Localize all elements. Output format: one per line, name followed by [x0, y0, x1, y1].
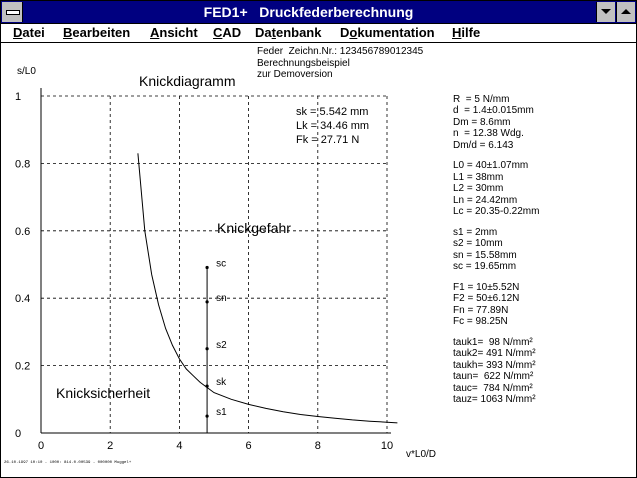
param-line: Dm/d = 6.143	[453, 139, 514, 151]
title-bar[interactable]	[1, 1, 636, 24]
param-line: R = 5 N/mm	[453, 94, 510, 105]
param-line: sn = 15.58mm	[453, 249, 517, 261]
menu-dokumentation[interactable]: Dokumentation	[340, 25, 435, 40]
parameter-list	[453, 94, 539, 405]
point-label-sk: sk	[216, 377, 227, 389]
x-tick-label: 6	[245, 440, 252, 452]
y-tick-label: 0	[15, 428, 22, 440]
minimize-button[interactable]	[596, 2, 615, 22]
param-line: s2 = 10mm	[453, 238, 503, 250]
spring-header	[257, 46, 423, 81]
param-line: n = 12.38 Wdg.	[453, 128, 524, 140]
menu-bearbeiten[interactable]: Bearbeiten	[63, 25, 131, 40]
point-label-sc: sc	[216, 258, 227, 270]
param-line: Ln = 24.42mm	[453, 194, 518, 206]
point-label-s2: s2	[216, 339, 227, 351]
param-line: Fn = 77.89N	[453, 304, 509, 316]
param-line: Lc = 20.35-0.22mm	[453, 206, 540, 218]
system-menu-icon	[6, 10, 20, 15]
triangle-down-icon	[601, 9, 612, 16]
param-line: F2 = 50±6.12N	[453, 293, 520, 305]
region-label-unstable: Knickgefahr	[217, 220, 291, 236]
param-line: L2 = 30mm	[453, 183, 504, 195]
point-sc	[205, 266, 208, 269]
chart-title: Knickdiagramm	[139, 73, 236, 89]
param-line: taun= 622 N/mm²	[453, 371, 534, 383]
y-tick-label: 0.6	[15, 225, 31, 238]
y-tick-label: 0.4	[15, 293, 31, 306]
maximize-button[interactable]	[616, 2, 635, 22]
y-tick-label: 1	[15, 91, 22, 103]
y-tick-label: 0.8	[15, 158, 31, 171]
knick-curve	[138, 153, 398, 423]
param-line: taukh= 393 N/mm²	[453, 359, 536, 371]
footer-info: 26.10.1997 10:10 - 1000: 814.0.00539 - 000000 Muggel+	[4, 461, 132, 465]
demo-version-label: zur Demoversion	[257, 69, 333, 80]
menu-datenbank[interactable]: Datenbank	[255, 25, 322, 40]
triangle-up-icon	[621, 9, 632, 16]
y-axis-label: s/L0	[17, 66, 36, 77]
x-tick-label: 8	[314, 440, 321, 452]
client-area	[1, 43, 636, 477]
param-line: tauz= 1063 N/mm²	[453, 393, 536, 405]
menu-ansicht[interactable]: Ansicht	[150, 25, 198, 40]
point-sn	[205, 300, 208, 303]
point-s1	[205, 415, 208, 418]
param-line: F1 = 10±5.52N	[453, 281, 520, 293]
param-line: L1 = 38mm	[453, 171, 504, 183]
param-line: L0 = 40±1.07mm	[453, 160, 529, 172]
menu-hilfe[interactable]: Hilfe	[452, 25, 481, 40]
result-sk: sk = 5.542 mm	[296, 106, 369, 118]
system-menu-button[interactable]	[2, 2, 23, 22]
region-label-stable: Knicksicherheit	[56, 385, 151, 401]
x-tick-label: 2	[107, 440, 114, 452]
x-tick-label: 4	[176, 440, 183, 452]
param-line: s1 = 2mm	[453, 226, 498, 238]
param-line: d = 1.4±0.015mm	[453, 105, 534, 117]
menu-bar	[1, 24, 636, 43]
x-axis-label: v*L0/D	[406, 449, 437, 460]
spring-id: Feder Zeichn.Nr.: 123456789012345	[257, 46, 424, 57]
param-line: Dm = 8.6mm	[453, 116, 511, 128]
param-line: tauk1= 98 N/mm²	[453, 337, 533, 349]
point-label-sn: sn	[216, 292, 227, 304]
result-lk: Lk = 34.46 mm	[296, 120, 370, 132]
param-line: tauc= 784 N/mm²	[453, 382, 533, 394]
x-tick-label: 0	[37, 440, 45, 452]
param-line: sc = 19.65mm	[453, 261, 517, 273]
knick-chart	[1, 43, 636, 477]
point-s2	[205, 347, 208, 350]
menu-datei[interactable]: Datei	[13, 25, 45, 40]
calc-example-label: Berechnungsbeispiel	[257, 57, 350, 69]
point-sk	[205, 385, 208, 388]
x-tick-label: 10	[380, 440, 394, 452]
y-tick-label: 0.2	[15, 360, 31, 373]
menu-cad[interactable]: CAD	[213, 25, 242, 40]
result-fk: Fk = 27.71 N	[296, 134, 360, 146]
point-label-s1: s1	[216, 407, 227, 419]
param-line: Fc = 98.25N	[453, 316, 508, 328]
window-title: FED1+ Druckfederberechnung	[203, 4, 414, 20]
param-line: tauk2= 491 N/mm²	[453, 348, 536, 360]
